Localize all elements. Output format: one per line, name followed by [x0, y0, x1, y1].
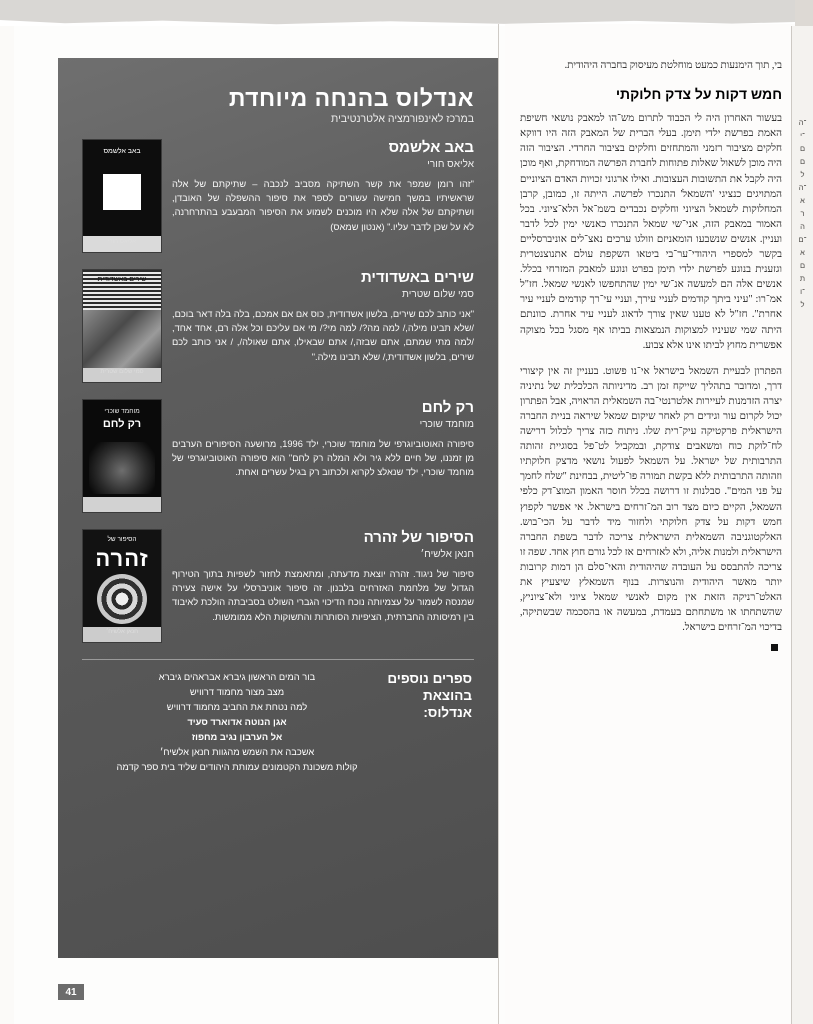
- article-paragraph: בעשור האחרון היה לי הכבוד לתרום מש־הו למאבק נושאי חשיפת האמת בפרשת ילדי תימן. בעלי הברית של המאבק הזה היו דווקא חלקים מציבור רזמני והמתחזים וחלקים בציבור החרדי. הציבור הזה היה מוכן לשאול שאלות פתוחות לחברת הפרשה המודחקת, ואף מוכן היה לקבל את התשובות העצובות. ואילו ארגוני זכויות האדם הציוניים המתויגים כנציגי 'השמאל' התנכרו לפרשה. הייתה זו, כמובן, קרבן המחלוקות לשמאל הציוני וחלקים נכבדים בשמ־אל הלא־ציוני. בכל האמור במאבק הזה, אני־שי שמאל התנכרו כאנשי ימין לכל לדבר ועניין. אנשים שנשבעו הומאניזם וזולגו ערכים נאצ־לים אוניברסליים בקשר למספרי היהודי־ער־בי ביטאו השקפת עולם אתנוצנטרית וגזענית בנוגע לפרשת ילדי תימן בפרט ונוגע למאבק המזרחי בכלל. אנשים אלה הם למעשה אנ־שי ימין שהתחפשו לאנשי שמאל. חז"ל אמ־רו: "עיני ביתך קודמים לעניי עירך, ועניי עי־רך קודמים לעניי עיר אחרת". חז"ל לא טענו שאין צורך לדאוג לעניי עיר אחרת. כוונתם היתה שמי שעיניו למצוקות הנמצאות בביתו אף מסגל בכל מצוקה אפשרית מחוץ לביתו אינו אלא צבוע.: [520, 113, 782, 351]
- cover-title-text: באב אלשמס: [103, 148, 141, 156]
- book-entry: [82, 399, 474, 513]
- facing-fragment: ־י: [800, 131, 805, 140]
- book-author: חנאן אלשיח׳: [420, 548, 474, 560]
- panel-subtitle: במרכז לאינפורמציה אלטרנטיבית: [331, 113, 474, 126]
- book-blurb: "אני כותב לכם שירים, בלשון אשדודית, כוס אם אם אמכם, בלה בלה דאר בוכם, /שלא תבינו מילה,/ למה מה?/ למה מי?/ מי אם עליכם וכל אלה רם, אחד אחד, /למה מתי שמתם, אתם שבזה,/ אתם שבאילו, אתם שאולה/, / אני כותב לכם שירים, בלשון אשדודית,/ שלא תבינו מילה.": [172, 308, 474, 362]
- book-blurb: סיפור של ניגוד. זהרה יוצאת מדעתה, ומתאמצת לחזור לשפיות בתוך הטירוף הגדול של מלחמת האזרחים בלבנון. זה סיפור אוניברסלי על אישה צעירה שמנסה לשמור על עצמיותה נוכח הדיכוי הגברי השולט בסביבתה הולכת לאיבוד בין רמיסותה החברתית, הציפיות הסותרות והתשוקות הלא ממומשות.: [172, 568, 474, 622]
- book-cover-image: [82, 399, 162, 513]
- page-number: 41: [58, 984, 84, 1000]
- article-end-mark-row: [520, 641, 782, 656]
- book-blurb: "זהו רומן שמפר את קשר השתיקה מסביב לנכבה – שתיקתם של אלה שראשיתיו במשך חמישה עשורים לספר את סיפור ההשפלה של האובדן, ושתיקתם של אלה שלא היו מוכנים לשמוע את הסיפור המבעבע בהתרחרנה, לא על שכן לדבר עליו." (אנטון שמאס): [172, 178, 474, 232]
- facing-fragment: ־ה: [798, 183, 807, 192]
- facing-fragment: ־ה: [798, 118, 807, 127]
- cover-photo: [89, 442, 155, 494]
- facing-fragment: ם: [799, 157, 806, 166]
- cover-photo: [83, 310, 161, 368]
- facing-fragment: ל: [800, 300, 805, 309]
- facing-fragment: ־ו: [800, 287, 805, 296]
- book-title: באב אלשמס: [388, 139, 474, 157]
- cover-title-text: רק לחם: [102, 418, 142, 431]
- facing-fragment: א: [800, 196, 805, 205]
- facing-fragment: א: [800, 248, 805, 257]
- book-cover-image: [82, 139, 162, 253]
- cover-headline-text: זהרה: [95, 546, 149, 572]
- facing-page-sliver: [791, 26, 813, 1024]
- other-title-item: אגן הנוטה אדוארד סעיד: [187, 717, 287, 728]
- other-title-item: למה נטחת את החביב מחמוד דרוויש: [166, 702, 308, 713]
- book-cover-image: [82, 269, 162, 383]
- other-title-item: אשכבה את השמש מהגוות חנאן אלשיח׳: [159, 747, 315, 758]
- book-title: שירים באשדודית: [360, 269, 474, 287]
- book-author: מוחמד שוכרי: [419, 418, 474, 430]
- facing-fragment: ר: [800, 209, 805, 218]
- cover-band: [83, 497, 161, 512]
- book-blurb: סיפורה האוטוביוגרפי של מוחמד שוכרי, ילד 1996, מרושעה הסיפורים הערבים מן זמננו, של חיים ללא גיר ולא המלה רק לחם" הוא סיפורה האוטוביוגרפי של מוחמד שוכרי, ילד שנאלצ לקרוא ולכתוב רק בגיל עשרים ואחת.: [172, 438, 474, 478]
- other-titles-heading: ספרים נוספים בהוצאת אנדלוס:: [387, 671, 472, 721]
- article-lead-in: בי, תוך הימנעות כמעט מוחלטת מעיסוק בחברה היהודית.: [564, 60, 782, 71]
- book-entry: [82, 139, 474, 253]
- article-section-heading: חמש דקות על צדק חלוקתי: [615, 86, 782, 103]
- cover-shape: [103, 174, 141, 210]
- cover-author-text: אליאס חורי: [107, 239, 137, 246]
- facing-fragment: ל: [800, 170, 805, 179]
- facing-fragment: ת: [799, 274, 806, 283]
- other-title-item: אל הערבון נגיב מחפוז: [191, 732, 283, 743]
- other-title-item: מצב מצור מחמוד דרוויש: [189, 687, 285, 698]
- cover-author-text: חנאן אלשיח׳: [105, 629, 139, 636]
- book-entry-text: [162, 399, 474, 479]
- book-entry: [82, 269, 474, 383]
- facing-fragment: ם: [799, 261, 806, 270]
- facing-fragment: ־ם: [798, 235, 807, 244]
- article-text-column: [520, 58, 782, 656]
- other-title-item: בור המים הראשון גיברא אבראהים גיברא: [158, 672, 316, 683]
- andalus-advertisement-panel: [58, 58, 498, 958]
- cover-title-text: הסיפור של: [107, 536, 137, 544]
- book-entry-text: [162, 529, 474, 624]
- book-entry: [82, 529, 474, 643]
- cover-target-motif: [97, 574, 147, 624]
- book-title: הסיפור של זהרה: [363, 529, 474, 547]
- panel-title: אנדלוס בהנחה מיוחדת: [228, 85, 474, 111]
- book-author: אליאס חורי: [427, 158, 474, 170]
- other-title-item: קולות משכונת הקטמונים עמותת היהודים שליד בית ספר קדמה: [116, 762, 358, 773]
- scan-top-edge: [0, 0, 813, 26]
- cover-title-text: שירים באשדודית: [97, 276, 147, 284]
- book-entry-text: [162, 139, 474, 234]
- book-entry-text: [162, 269, 474, 364]
- book-cover-image: [82, 529, 162, 643]
- other-titles-block: [82, 659, 474, 775]
- cover-author-text: סמי שלום שטרית: [100, 369, 144, 376]
- square-endmark-icon: [771, 644, 778, 651]
- book-title: רק לחם: [421, 399, 474, 417]
- page-gutter: [498, 24, 499, 1024]
- facing-fragment: ה: [800, 222, 805, 231]
- article-paragraph: הפתרון לבעיית השמאל בישראל אי־נו פשוט. בעניין זה אין קיצורי דרך, ומדובר בתהליך שייקח זמן רב. מדיניותה הכלכלית של נתיניה יצרה הזדמנות לעיירות אלטרנטי־בה השמאלית הראויה, אבל הפתרון יכול לקרום עור וגידים רק לאחר שיקום שמאל שיראה בניית החברה הישראלית פרקטיקה עיק־רית שלו. ניתוח כזה צריך לכלול דרישה לח־לוקת כוח ומשאבים צודקת, ובמקביל לט־פל בסוגיית זהותה התרבותית של ישראל. על השמאל לפעול נושאי מדצק חלוקתיו וזהותה התרבותית ללא בקשת תמורה פו־ליטית, בבחינת "שלח לחמך על פני המים". סבלנות זו דרושה בכלל חוסר האמון המוצ־דק כלפי השמאל, הקיים כיום מצד רוב המ־זרחים בישראל. אי אפשר לקפוץ חמש דקות על צדק חלוקתי ולחזור מיד לדבר על הכי־בוש. האלקטוגניבה השמאלית הישראלית צריכה לדבר בשפת החברה הישראלית ולמנות אליה, ולא לאזרחים אז לכל גורם חוץ אחד. שפה זו צריכה להתבסס על העובדה שהיהודית והאי־סלם הן דמות קרובות יותר מאשר היהודית והנוצרות. בנוף השמאלץ שיצעיץ את האלט־רניקה הזאת אין מקום לאנשי שמאל ציוני ולא־ציוניץ, שהשתחתו או משתחתם בעמדת, במעשה או בהסכמה שבשתיקה, בדיכוי המ־זרחים בישראל.: [520, 365, 782, 634]
- book-author: סמי שלום שטרית: [402, 288, 474, 300]
- facing-fragment: ם: [799, 144, 806, 153]
- cover-author-top-text: מוחמד שוכרי: [104, 408, 140, 416]
- other-titles-list: [82, 670, 386, 775]
